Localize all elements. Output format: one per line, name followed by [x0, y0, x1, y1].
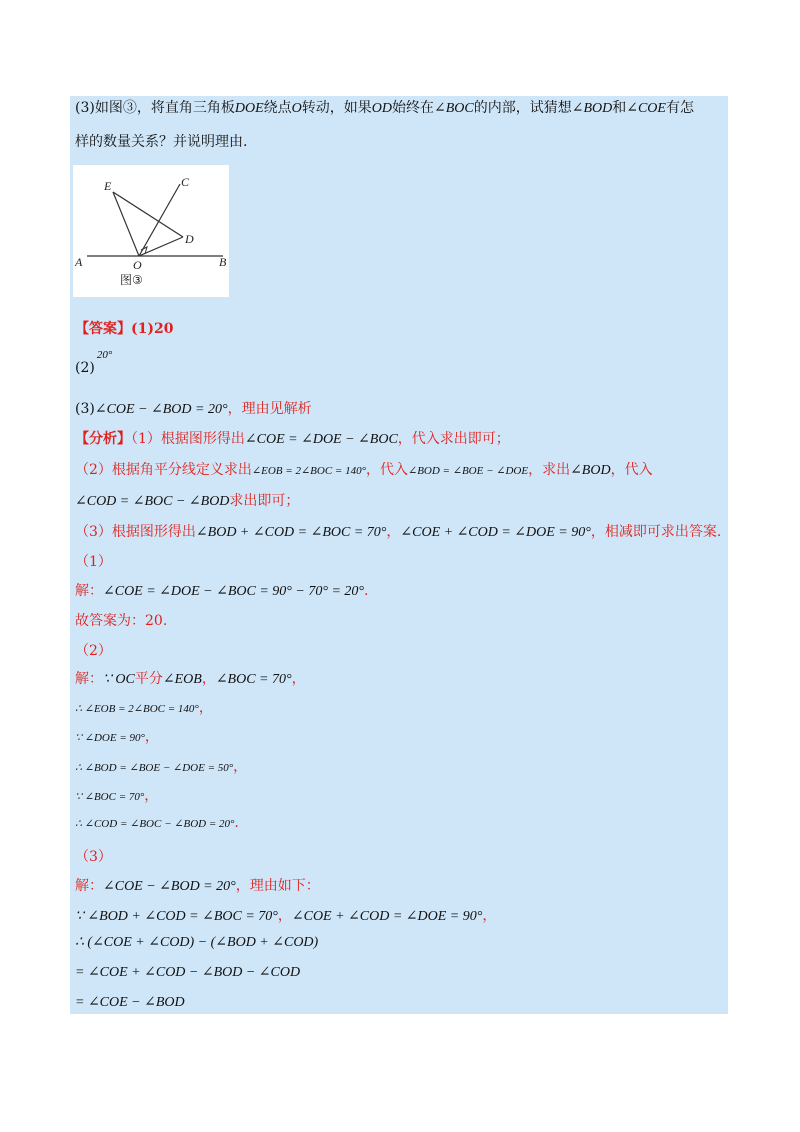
answer-number: (3): [75, 401, 95, 417]
analysis-line-1: [75, 428, 510, 448]
question-text: 始终在: [391, 100, 434, 116]
analysis-text: ，求出: [528, 462, 571, 478]
answer-number: (2): [75, 360, 95, 376]
math-expr: DOE: [234, 101, 264, 116]
label-d: D: [185, 232, 194, 246]
analysis-text: ，: [386, 524, 401, 540]
math-expr: ∠COE + ∠COD = ∠DOE = 90°: [400, 525, 591, 540]
question-text: (3)如图③，将直角三角板: [75, 100, 235, 116]
math-expr: ∠COE = ∠DOE − ∠BOC = 90° − 70° = 20°: [103, 584, 364, 599]
math-expr: ∠BOD = ∠BOE − ∠DOE: [407, 465, 529, 477]
question-line-1: [75, 97, 694, 117]
solution-part2-line-2: [75, 697, 213, 717]
solution-part1-line: [75, 580, 368, 600]
analysis-heading: 【分析】: [75, 431, 131, 447]
question-text: 的内部，试猜想: [473, 100, 572, 116]
math-expr: ∠COE: [626, 101, 666, 116]
math-expr: ∵ OC: [103, 672, 135, 687]
math-expr: 20°: [96, 349, 113, 361]
analysis-text: （2）根据角平分线定义求出: [75, 462, 252, 478]
math-expr: OD: [371, 101, 392, 116]
analysis-text: （3）根据图形得出: [75, 524, 196, 540]
solution-part3-line-5: = ∠COE − ∠BOD: [75, 995, 185, 1010]
solution-part2-line-3: [75, 726, 159, 746]
math-expr: ∴ ∠COD = ∠BOC − ∠BOD = 20°: [75, 818, 235, 830]
question-line-2: 样的数量关系？并说明理由.: [75, 134, 248, 150]
solution-text: ，: [482, 908, 497, 924]
label-e: E: [104, 179, 112, 193]
solution-part1-answer: 故答案为：20.: [75, 613, 168, 629]
math-expr: ∵ ∠BOD + ∠COD = ∠BOC = 70°: [75, 909, 278, 924]
question-text: 和: [612, 100, 627, 116]
figure-caption: 图③: [120, 273, 143, 287]
label-o: O: [133, 258, 142, 272]
answer-text: (1)20: [131, 321, 174, 337]
math-expr: ∠COE = ∠DOE − ∠BOC: [244, 432, 398, 447]
solution-text: 解：: [75, 878, 103, 894]
solution-text: .: [234, 815, 239, 831]
solution-text: ，: [233, 759, 248, 775]
solution-text: ，: [201, 671, 216, 687]
analysis-text: 求出即可；: [229, 493, 300, 509]
analysis-text: （1）根据图形得出: [131, 431, 245, 447]
solution-part2-label: （2）: [75, 643, 112, 659]
answer-line-3: [75, 398, 312, 418]
analysis-text: ，代入求出即可；: [397, 431, 510, 447]
side-ed: [113, 192, 183, 237]
label-c: C: [181, 175, 190, 189]
solution-text: ，: [291, 671, 306, 687]
math-expr: ∠BOD: [571, 101, 613, 116]
question-text: 绕点: [263, 100, 292, 116]
side-oe: [113, 192, 139, 256]
math-expr: ∴ ∠BOD = ∠BOE − ∠DOE = 50°: [75, 762, 234, 774]
math-expr: ∵ ∠DOE = 90°: [75, 732, 145, 744]
solution-part3-line-2: [75, 905, 496, 925]
math-expr: ∠BOC = 70°: [215, 672, 292, 687]
solution-part3-label: （3）: [75, 849, 112, 865]
solution-text: 平分: [134, 671, 163, 687]
math-expr: ∠COD = ∠BOC − ∠BOD: [75, 494, 230, 509]
solution-part2-line-5: [75, 785, 158, 805]
solution-text: 解：: [75, 671, 103, 687]
solution-part1-label: （1）: [75, 554, 112, 570]
math-expr: ∴ ∠EOB = 2∠BOC = 140°: [75, 703, 199, 715]
solution-part3-line-4: = ∠COE + ∠COD − ∠BOD − ∠COD: [75, 965, 301, 980]
analysis-text: ，相减即可求出答案.: [590, 524, 722, 540]
analysis-line-4: [75, 521, 721, 541]
analysis-line-2: [75, 459, 653, 479]
solution-part3-line-3: ∴ (∠COE + ∠COD) − (∠BOD + ∠COD): [75, 935, 319, 950]
math-expr: ∠EOB: [162, 672, 202, 687]
label-a: A: [75, 255, 83, 269]
solution-part2-line-6: [75, 815, 239, 831]
question-text: 转动，如果: [301, 100, 372, 116]
label-b: B: [219, 255, 227, 269]
geometry-figure: [73, 165, 229, 297]
math-expr: ∵ ∠BOC = 70°: [75, 791, 145, 803]
analysis-text: ，代入: [365, 462, 408, 478]
solution-text: .: [364, 583, 369, 599]
analysis-text: ，代入: [610, 462, 653, 478]
math-expr: ∠EOB = 2∠BOC = 140°: [251, 465, 366, 477]
solution-part3-line-1: [75, 875, 320, 895]
solution-part2-line-1: [75, 668, 306, 688]
solution-text: 解：: [75, 583, 103, 599]
math-expr: ∠COE − ∠BOD = 20°: [94, 402, 228, 417]
solution-text: ，: [144, 788, 159, 804]
solution-text: ，理由如下：: [235, 878, 320, 894]
answer-line-2: [75, 346, 113, 376]
answer-line-1: [75, 318, 173, 338]
ray-oc: [139, 184, 180, 256]
solution-part2-line-4: [75, 756, 247, 776]
figure-svg: [73, 165, 229, 297]
math-expr: O: [291, 101, 302, 116]
analysis-line-3: [75, 490, 299, 510]
answer-heading: 【答案】: [75, 321, 131, 337]
math-expr: ∠COE − ∠BOD = 20°: [103, 879, 236, 894]
solution-text: ，: [198, 700, 213, 716]
question-text: 有怎: [665, 100, 694, 116]
math-expr: ∠BOC: [433, 101, 474, 116]
math-expr: ∠COE + ∠COD = ∠DOE = 90°: [291, 909, 483, 924]
solution-text: ，: [144, 729, 159, 745]
answer-text: ，理由见解析: [227, 401, 312, 417]
solution-text: ，: [277, 908, 292, 924]
math-expr: ∠BOD: [570, 463, 611, 478]
math-expr: ∠BOD + ∠COD = ∠BOC = 70°: [195, 525, 387, 540]
